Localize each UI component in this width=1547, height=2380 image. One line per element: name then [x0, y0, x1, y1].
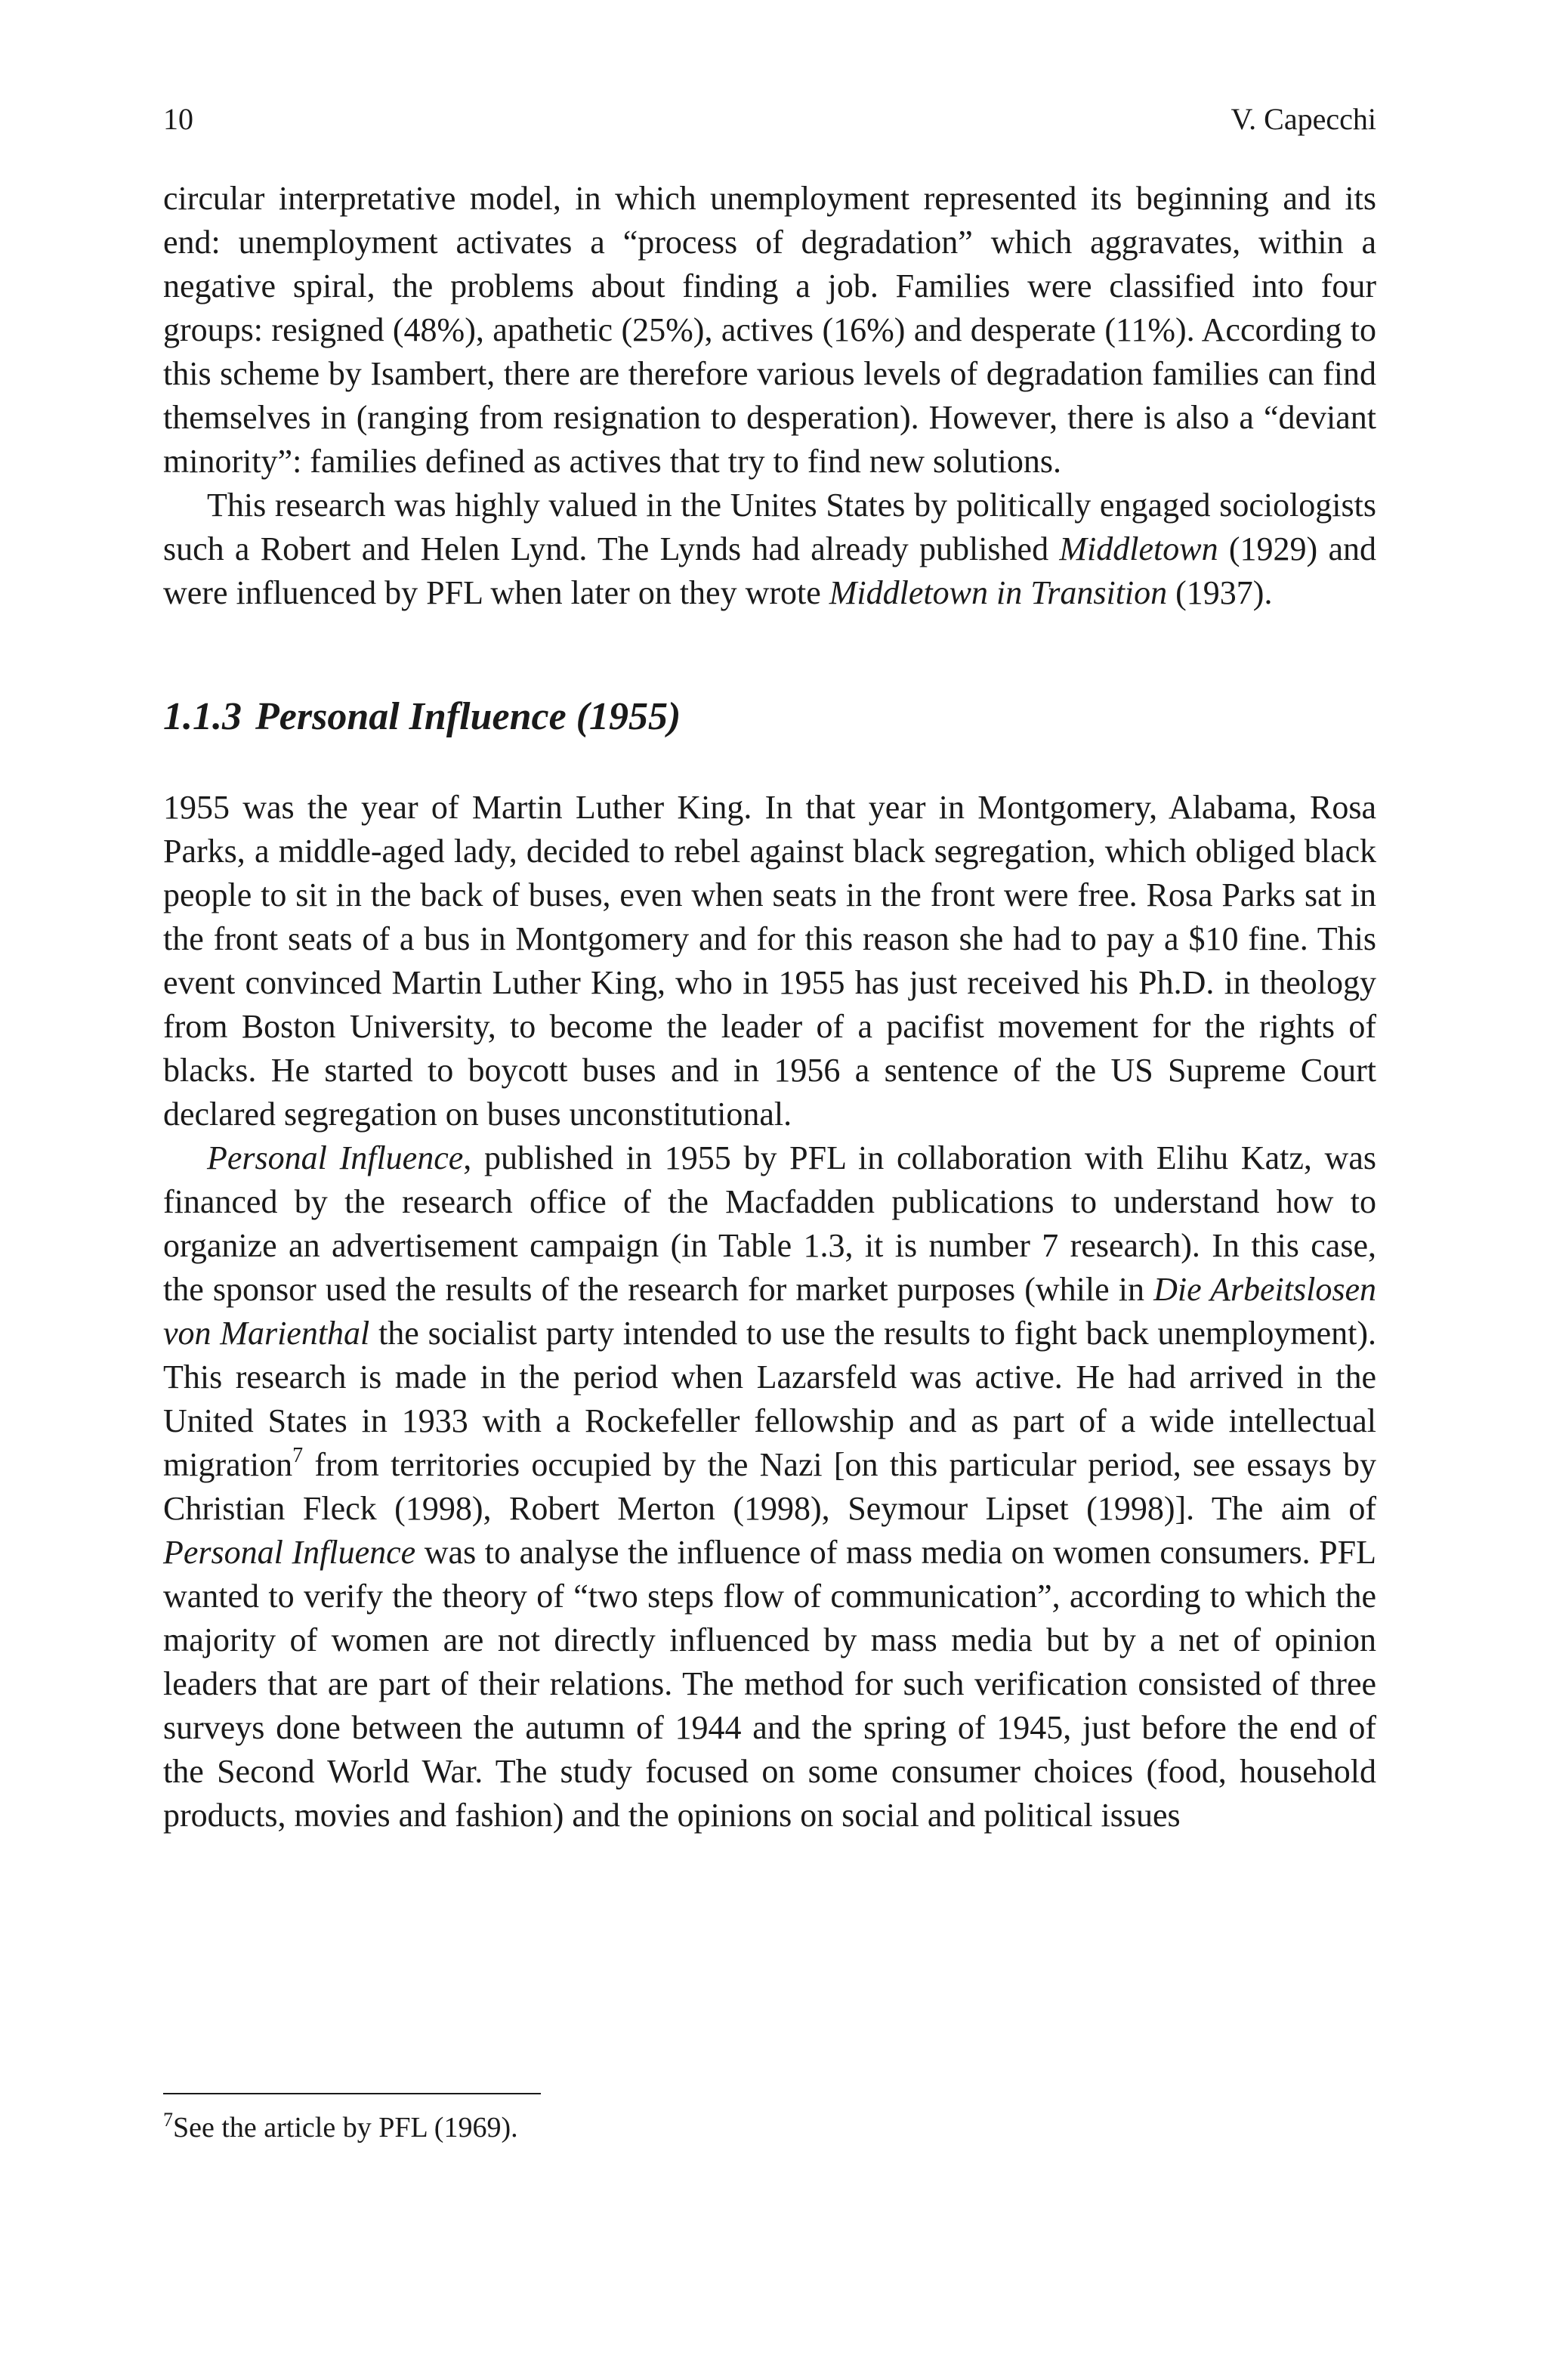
- paragraph-1: circular interpretative model, in which unemployment represented its beginning and its end: unemployment activates a “process of degradation” which aggravates, within a negative spiral, the problems about finding a job. Families were classified into four groups: resigned (48%), apathetic (25%), actives (16%) and desperate (11%). According to this scheme by Isambert, there are therefore various levels of degradation families can find themselves in (ranging from resignation to desperation). However, there is also a “deviant minority”: families defined as actives that try to find new solutions.: [163, 180, 1376, 480]
- footnote-text: See the article by PFL (1969).: [173, 2112, 518, 2144]
- book-title-personal-influence: Personal Influence: [207, 1139, 464, 1176]
- paragraph-2-text-a: This research was highly valued in the Unites States by politically engaged sociologists such a Robert and Helen Lynd. The Lynds had already published: [163, 487, 1376, 567]
- footnote-marker: 7: [163, 2109, 173, 2131]
- paragraph-2: [163, 484, 1376, 615]
- paragraph-4-text-e: from territories occupied by the Nazi [on this particular period, see essays by Christian Fleck (1998), Robert Merton (1998), Seymour Lipset (1998)]. The aim of: [163, 1446, 1376, 1527]
- running-head: [163, 97, 1376, 142]
- book-title-middletown-in-transition: Middletown in Transition: [829, 574, 1168, 611]
- section-heading: [163, 691, 1376, 743]
- footnote-divider: [163, 2093, 541, 2094]
- paragraph-4-text-d: the socialist party intended to use the results to fight back unemployment). This research is made in the period when Lazarsfeld was active. He had arrived in the United States in 1933 with a Rockefeller fellowship and as part of a wide intellectual migration: [163, 1315, 1377, 1483]
- book-title-personal-influence-2: Personal Influence: [163, 1534, 416, 1571]
- page-number: 10: [163, 102, 193, 136]
- paragraph-3: 1955 was the year of Martin Luther King. In that year in Montgomery, Alabama, Rosa Parks, a middle-aged lady, decided to rebel against black segregation, which obliged black people to sit in the back of buses, even when seats in the front were free. Rosa Parks sat in the front seats of a bus in Montgomery and for this reason she had to pay a $10 fine. This event convinced Martin Luther King, who in 1955 has just received his Ph.D. in theology from Boston University, to become the leader of a pacifist movement for the rights of blacks. He started to boycott buses and in 1956 a sentence of the US Supreme Court declared segregation on buses unconstitutional.: [163, 789, 1376, 1133]
- book-title-die-arbeitslosen: Die Arbeitslosen von Marienthal: [163, 1271, 1376, 1352]
- paragraph-4-text-g: was to analyse the influence of mass media on women consumers. PFL wanted to verify the theory of “two steps flow of communication”, according to which the majority of women are not directly influenced by mass media but by a net of opinion leaders that are part of their relations. The method for such verification consisted of three surveys done between the autumn of 1944 and the spring of 1945, just before the end of the Second World War. The study focused on some consumer choices (food, household products, movies and fashion) and the opinions on social and political issues: [163, 1534, 1376, 1834]
- section-number: 1.1.3: [163, 695, 242, 738]
- paragraph-4-text-b: , published in 1955 by PFL in collaboration with Elihu Katz, was financed by the research office of the Macfadden publications to understand how to organize an advertisement campaign (in Table 1.3, it is number 7 research). In this case, the sponsor used the results of the research for market purposes (while in: [163, 1139, 1376, 1308]
- paragraph-2-text-c: (1929) and were influenced by PFL when later on they wrote: [163, 530, 1376, 611]
- section-title: Personal Influence (1955): [255, 695, 681, 738]
- footnote: [163, 2108, 1376, 2147]
- body-text: [163, 177, 1376, 1838]
- book-title-middletown: Middletown: [1059, 530, 1218, 567]
- running-head-author: V. Capecchi: [1230, 102, 1376, 136]
- book-page: [163, 0, 1376, 2380]
- paragraph-4: [163, 1136, 1376, 1838]
- footnote-reference[interactable]: 7: [292, 1444, 304, 1467]
- paragraph-2-text-e: (1937).: [1167, 574, 1273, 611]
